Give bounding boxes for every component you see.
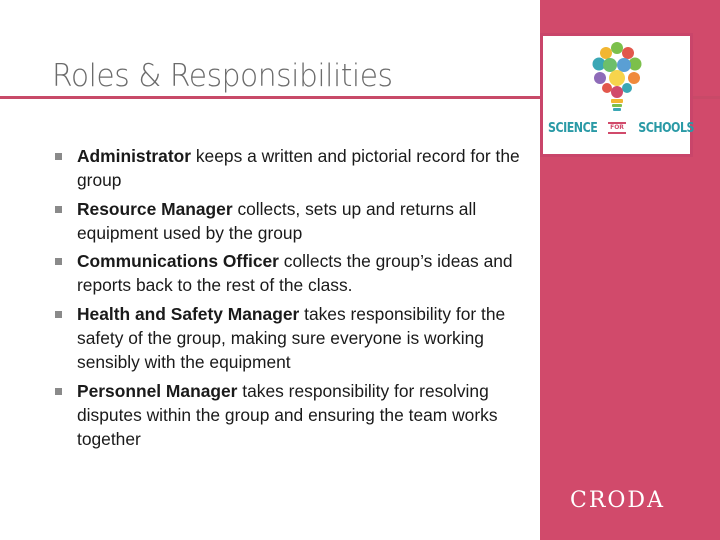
bullet-square-icon — [55, 153, 62, 160]
bullet-square-icon — [55, 258, 62, 265]
role-name: Resource Manager — [77, 198, 233, 219]
role-name: Personnel Manager — [77, 380, 238, 401]
logo-word-science: SCIENCE — [548, 120, 598, 136]
role-description: collects, sets up and returns all equipment used by the group — [77, 198, 477, 243]
list-item — [52, 379, 522, 452]
roles-list — [52, 144, 522, 456]
logo-wordmark — [548, 120, 694, 136]
role-name: Communications Officer — [77, 251, 279, 272]
slide-title: Roles & Responsibilities — [52, 58, 393, 94]
list-item — [52, 302, 522, 375]
role-name: Health and Safety Manager — [77, 303, 300, 324]
role-description: takes responsibility for resolving disputes within the group and ensuring the team works together — [77, 380, 498, 450]
list-item — [52, 197, 522, 246]
list-item — [52, 144, 522, 193]
role-name: Administrator — [77, 146, 192, 166]
logo-word-schools: SCHOOLS — [638, 120, 694, 136]
logo-word-for: FOR — [608, 122, 626, 134]
bullet-square-icon — [55, 206, 62, 213]
role-description: keeps a written and pictorial record for the group — [77, 146, 520, 191]
role-description: takes responsibility for the safety of the group, making sure everyone is working sensibly with the equipment — [77, 303, 506, 373]
bullet-square-icon — [55, 388, 62, 395]
role-description: collects the group’s ideas and reports back to the rest of the class. — [77, 251, 513, 296]
science-for-schools-logo — [540, 33, 693, 157]
list-item — [52, 249, 522, 298]
croda-logo: CRODA — [570, 488, 665, 513]
bullet-square-icon — [55, 311, 62, 318]
lightbulb-icon — [543, 36, 690, 154]
